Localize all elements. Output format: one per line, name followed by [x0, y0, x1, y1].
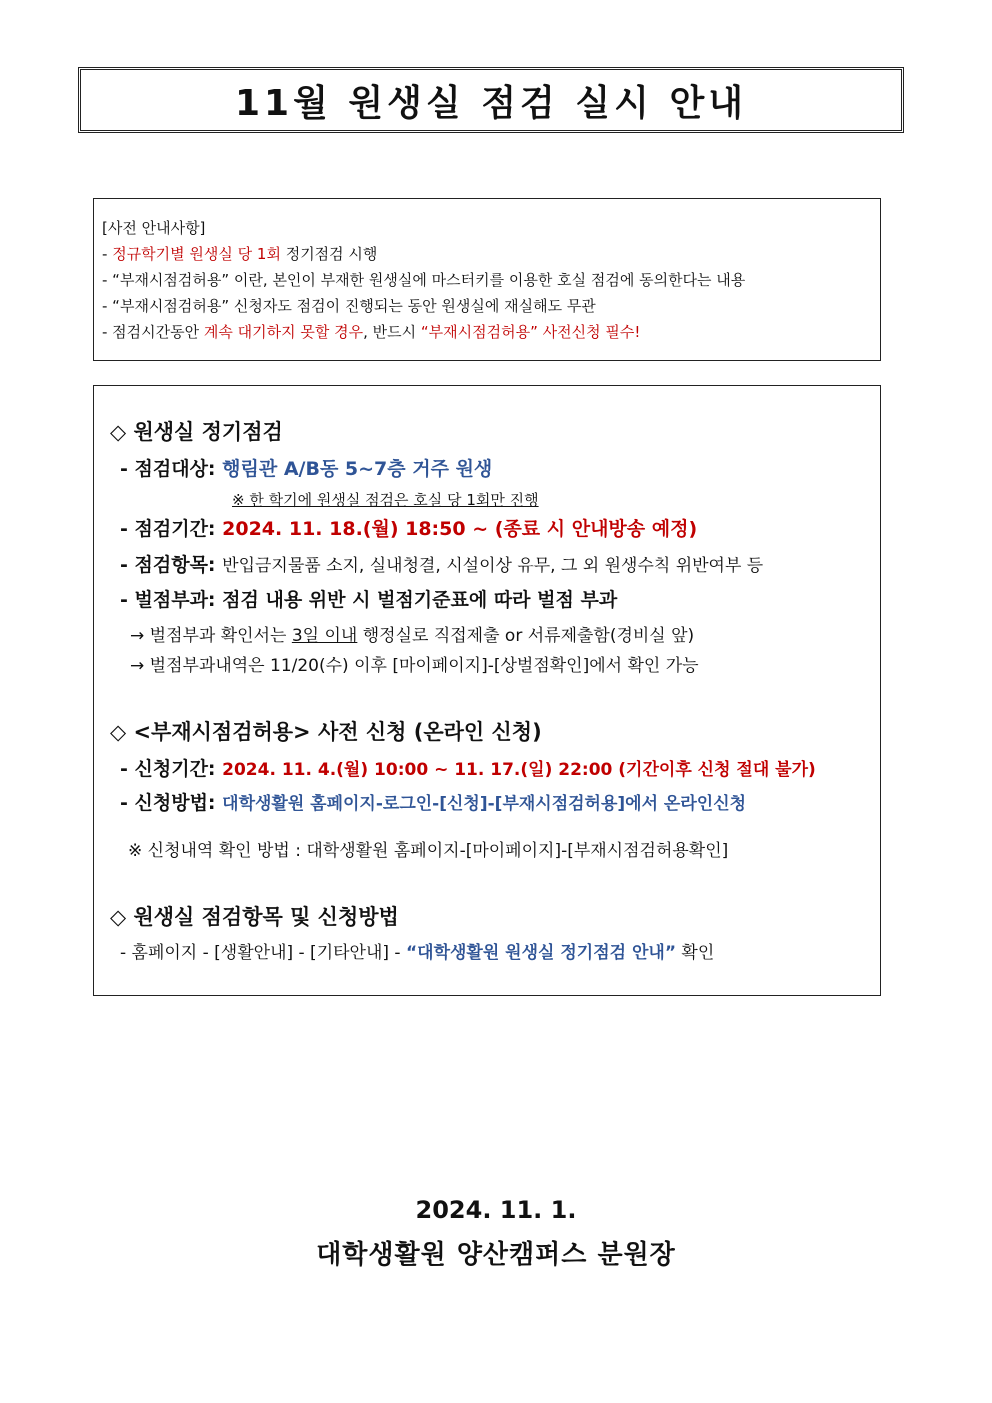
title-box [78, 67, 904, 133]
arrow1-underlined: 3일 이내 [291, 626, 358, 646]
items-row [120, 550, 763, 577]
guide-title: 대학생활원 원생실 정기점검 안내 [417, 943, 665, 963]
apply-period-value: 2024. 11. 4.(월) 10:00 ~ 11. 17.(일) 22:00 (기간이후 신청 절대 불가) [222, 760, 816, 780]
arrow1-text-a: → 벌점부과 확인서는 [130, 626, 292, 646]
period-value: 2024. 11. 18.(월) 18:50 ~ (종료 시 안내방송 예정) [222, 518, 698, 540]
penalty-label: - 벌점부과: [120, 589, 223, 611]
footer-signature: 대학생활원 양산캠퍼스 분원장 [316, 1240, 676, 1270]
notice-line-3: - “부재시점검허용” 신청자도 점검이 진행되는 동안 원생실에 재실해도 무관 [102, 297, 596, 315]
notice-text-4a: - 점검시간동안 [102, 323, 204, 341]
target-row [120, 454, 492, 481]
penalty-value: 점검 내용 위반 시 벌점기준표에 따라 벌점 부과 [222, 589, 618, 611]
notice-text-4b: , 반드시 [363, 323, 421, 341]
arrow1-text-b: 행정실로 직접제출 or 서류제출함(경비실 앞) [357, 626, 695, 646]
arrow-line-2: → 벌점부과내역은 11/20(수) 이후 [마이페이지]-[상벌점확인]에서 확인 가능 [130, 656, 699, 676]
homepage-line [120, 938, 714, 963]
apply-period-label: - 신청기간: [120, 758, 223, 780]
target-label: - 점검대상: [120, 458, 223, 480]
footer-date: 2024. 11. 1. [415, 1196, 577, 1224]
notice-highlight-4b: “부재시점검허용” 사전신청 필수! [420, 323, 641, 341]
items-value: 반입금지물품 소지, 실내청결, 시설이상 유무, 그 외 원생수칙 위반여부 등 [222, 556, 764, 576]
homepage-path: - 홈페이지 - [생활안내] - [기타안내] - [120, 943, 406, 963]
apply-method-row [120, 788, 746, 815]
notice-box [93, 198, 881, 361]
period-label: - 점검기간: [120, 518, 223, 540]
section1-heading: ◇ 원생실 정기점검 [110, 420, 283, 444]
close-quote: ” [664, 943, 677, 963]
apply-note: ※ 신청내역 확인 방법 : 대학생활원 홈페이지-[마이페이지]-[부재시점검허용확인] [128, 841, 729, 861]
apply-period-row [120, 754, 816, 781]
notice-text-1: 정기점검 시행 [280, 245, 378, 263]
target-value: 행림관 A/B동 5~7층 거주 원생 [222, 458, 493, 480]
section2-heading: ◇ <부재시점검허용> 사전 신청 (온라인 신청) [110, 720, 542, 744]
open-quote: “ [405, 943, 418, 963]
period-row [120, 514, 697, 541]
notice-line-4 [102, 319, 872, 345]
items-label: - 점검항목: [120, 554, 223, 576]
page-title: 11월 원생실 점검 실시 안내 [235, 82, 747, 124]
notice-line-1 [102, 241, 872, 267]
arrow-line-1 [130, 621, 694, 646]
penalty-row [120, 585, 617, 612]
apply-method-label: - 신청방법: [120, 792, 223, 814]
main-box [93, 385, 881, 996]
confirm-text: 확인 [676, 943, 715, 963]
section3-heading: ◇ 원생실 점검항목 및 신청방법 [110, 905, 399, 929]
notice-dash: - [102, 245, 113, 263]
apply-method-value: 대학생활원 홈페이지-로그인-[신청]-[부재시점검허용]에서 온라인신청 [222, 794, 747, 814]
target-note: ※ 한 학기에 원생실 점검은 호실 당 1회만 진행 [232, 491, 539, 509]
notice-header: [사전 안내사항] [102, 219, 206, 237]
notice-highlight-4a: 계속 대기하지 못할 경우 [203, 323, 364, 341]
notice-highlight-1: 정규학기별 원생실 당 1회 [112, 245, 281, 263]
notice-line-2: - “부재시점검허용” 이란, 본인이 부재한 원생실에 마스터키를 이용한 호실 점검에 동의한다는 내용 [102, 271, 746, 289]
